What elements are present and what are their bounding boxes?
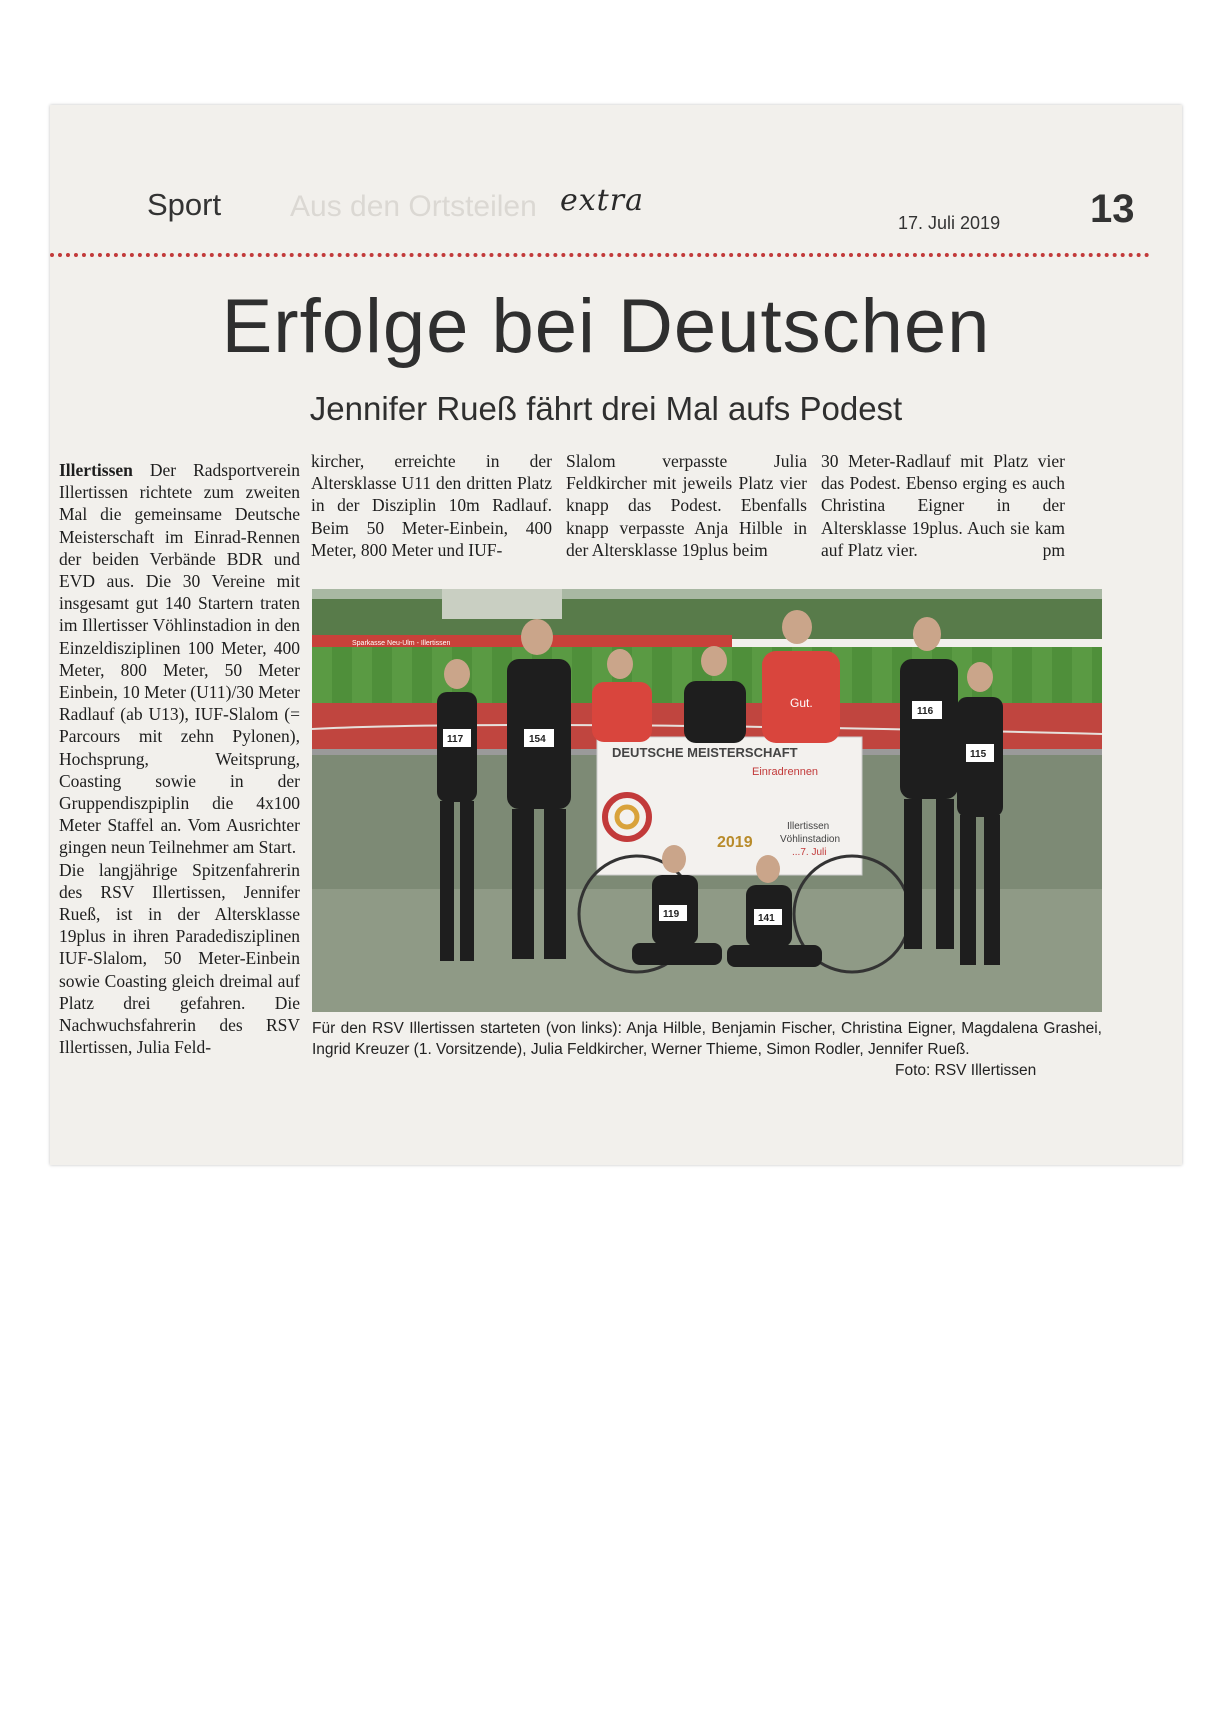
team-photo — [312, 589, 1102, 1012]
photo-credit: Foto: RSV Illertissen — [895, 1062, 1037, 1079]
bib-label: 115 — [970, 749, 987, 760]
shirt-text: Gut. — [790, 696, 813, 710]
dateline: Illertissen — [59, 460, 133, 480]
bib-label: 119 — [663, 909, 680, 920]
article-column-2: kircher, erreichte in der Altersklasse U11 den dritten Platz in der Disziplin 10m Radlauf. Beim 50 Meter-Einbein, 400 Meter, 800 Meter und IUF- — [311, 451, 552, 560]
subheadline: Jennifer Rueß fährt drei Mal aufs Podest — [309, 390, 903, 427]
article-column-4-text: 30 Meter-Radlauf mit Platz vier das Podest. Ebenso erging es auch Christina Eigner in der Altersklasse 19plus. Auch sie kam auf Platz vier. — [821, 451, 1065, 560]
issue-date: 17. Juli 2019 — [898, 213, 1001, 233]
author-initials: pm — [1042, 539, 1065, 560]
masthead-rule — [50, 253, 1150, 257]
bib-label: 117 — [447, 734, 464, 745]
team-photo-illustration — [312, 589, 1102, 1012]
article-column-1 — [59, 459, 300, 1058]
bib-label: 116 — [917, 706, 934, 717]
banner-dates: ...7. Juli — [792, 847, 827, 858]
brand-logo: extra — [560, 183, 644, 218]
banner-year: 2019 — [717, 834, 753, 851]
banner-subtitle: Einradrennen — [752, 766, 819, 778]
banner-place: Illertissen — [787, 821, 830, 832]
banner-title: DEUTSCHE MEISTERSCHAFT — [612, 745, 798, 760]
bib-label: 154 — [529, 734, 546, 745]
bib-label: 141 — [758, 913, 775, 924]
bleed-through-text: Aus den Ortsteilen — [290, 190, 537, 223]
section-label: Sport — [147, 187, 222, 222]
article-paragraph-1: Der Radsportverein Illertissen richtete zum zweiten Mal die gemeinsame Deutsche Meisterschaft im Einrad-Rennen der beiden Verbände BDR und EVD aus. Die 30 Vereine mit insgesamt gut 140 Startern traten im Illertisser Vöhlinstadion in den Einzeldisziplinen 100 Meter, 400 Meter, 800 Meter, 50 Meter Einbein, 10 Meter (U11)/30 Meter Radlauf (ab U13), IUF-Slalom (= Parcours mit zehn Pylonen), Hochsprung, Weitsprung, Coasting sowie in der Gruppendiszpiplin die 4x100 Meter Staffel an. Vom Ausrichter gingen neun Teilnehmer am Start. — [59, 460, 300, 858]
headline: Erfolge bei Deutschen — [221, 284, 991, 369]
page-number: 13 — [1090, 187, 1135, 231]
stadium-board-text: Sparkasse Neu-Ulm - Illertissen — [352, 640, 451, 647]
article-column-4 — [821, 450, 1065, 561]
banner-venue: Vöhlinstadion — [780, 834, 841, 845]
photo-caption: Für den RSV Illertissen starteten (von links): Anja Hilble, Benjamin Fischer, Christina Eigner, Magdalena Grashei, Ingrid Kreuzer (1. Vorsitzende), Julia Feldkircher, Werner Thieme, Simon Rodler, Jennifer Rueß. — [312, 1020, 1102, 1058]
article-column-3: Slalom verpasste Julia Feldkircher mit jeweils Platz vier knapp das Podest. Ebenfalls knapp verpasste Anja Hilble in der Altersklasse 19plus beim — [566, 451, 807, 560]
article-paragraph-2: Die langjährige Spitzenfahrerin des RSV Illertissen, Jennifer Rueß, ist in der Altersklasse 19plus in ihren Paradedisziplinen IUF-Slalom, 50 Meter-Einbein sowie Coasting gleich dreimal auf Platz drei gefahren. Die Nachwuchsfahrerin des RSV Illertissen, Julia Feld- — [59, 859, 300, 1058]
newspaper-clipping — [50, 105, 1182, 1165]
